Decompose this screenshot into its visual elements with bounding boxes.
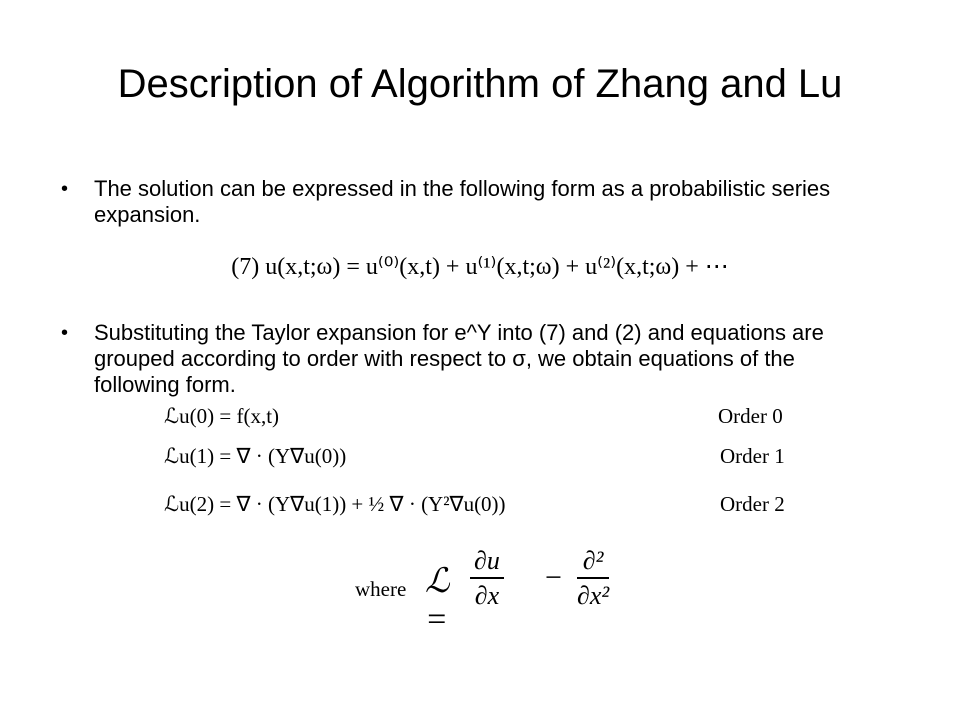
order-1-equation: ℒu(1) = ∇ · (Y∇u(0)) [164,444,347,468]
term2-numerator: ∂² [577,545,609,579]
bullet-marker: • [61,322,69,344]
order-0-label: Order 0 [718,404,783,428]
bullet-marker: • [61,178,69,200]
second-derivative-term [577,545,609,613]
where-label: where [355,577,407,601]
term1-denominator: ∂x [474,581,500,610]
first-derivative-term [470,545,504,613]
slide-title: Description of Algorithm of Zhang and Lu [117,62,843,106]
equation-7-label: (7) [231,254,260,280]
order-0-equation: ℒu(0) = f(x,t) [164,404,280,428]
minus-sign: − [545,561,562,594]
bullet-2-text: Substituting the Taylor expansion for e^Y into (7) and (2) and equations are grouped according to order with respect to σ, we obtain equations of the following form. [94,320,824,397]
equation-7-body: u(x,t;ω) = u⁽⁰⁾(x,t) + u⁽¹⁾(x,t;ω) + u⁽²⁾(x,t;ω) + ⋯ [265,254,729,280]
order-2-equation: ℒu(2) = ∇ · (Y∇u(1)) + ½ ∇ · (Y²∇u(0)) [164,492,506,516]
bullet-1-text: The solution can be expressed in the following form as a probabilistic series expansion. [94,176,831,227]
equation-7 [0,252,960,281]
operator-symbol: ℒ = [425,563,450,638]
order-1-label: Order 1 [720,444,785,468]
order-2-label: Order 2 [720,492,785,516]
term2-denominator: ∂x² [577,581,610,610]
term1-numerator: ∂u [470,545,504,579]
